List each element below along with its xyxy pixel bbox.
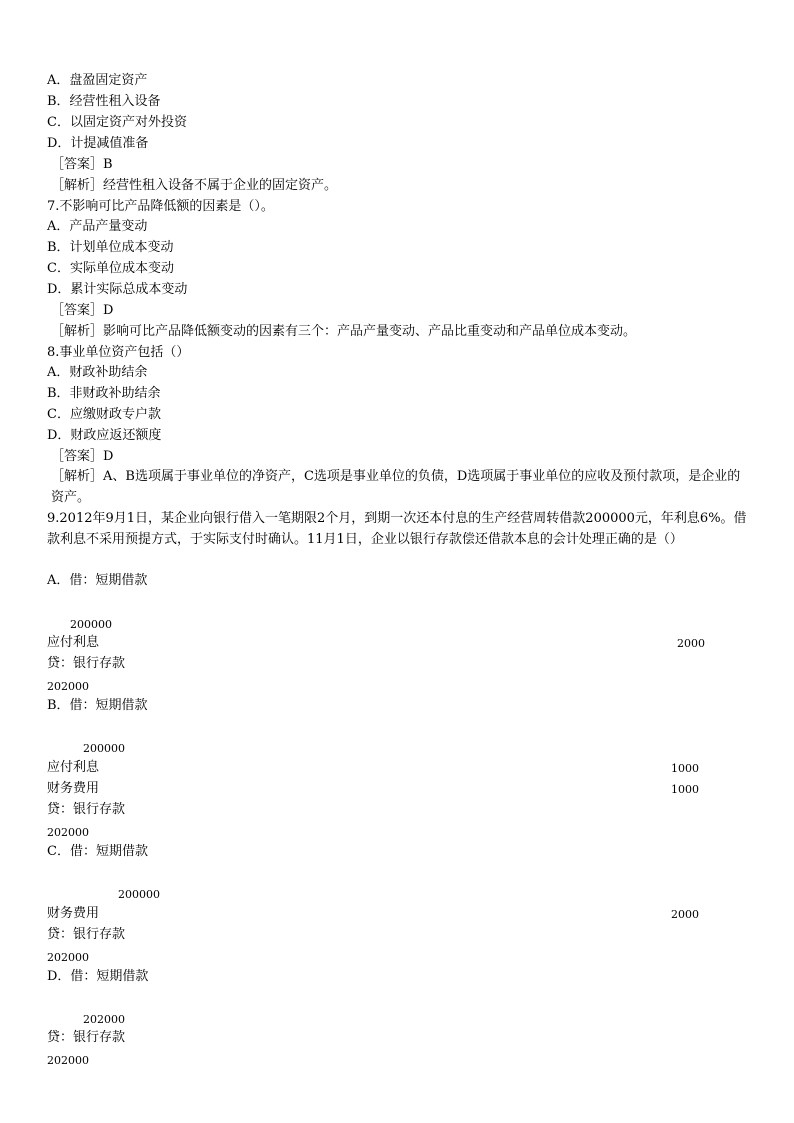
- q7-option-b: B．计划单位成本变动: [47, 240, 174, 255]
- q9-option-d-amount1: 202000: [83, 1013, 125, 1026]
- q6-answer: ［答案］B: [51, 157, 113, 172]
- q8-option-a: A．财政补助结余: [47, 365, 148, 380]
- q6-option-a: A．盘盈固定资产: [47, 73, 148, 88]
- q8-option-b: B．非财政补助结余: [47, 386, 161, 401]
- q9-option-a-credit: 贷：银行存款: [47, 656, 126, 671]
- q9-option-b-credit: 贷：银行存款: [47, 802, 126, 817]
- q7-option-d: D．累计实际总成本变动: [47, 282, 188, 297]
- q9-option-c-credit-amount: 202000: [47, 951, 89, 964]
- q9-option-b-line2: 应付利息: [47, 760, 100, 775]
- q9-option-c-head: C．借：短期借款: [47, 844, 148, 859]
- q8-option-d: D．财政应返还额度: [47, 428, 162, 443]
- q7-option-a: A．产品产量变动: [47, 219, 148, 234]
- q6-option-c: C．以固定资产对外投资: [47, 115, 187, 130]
- q8-option-c: C．应缴财政专户款: [47, 407, 161, 422]
- q9-option-a-line2: 应付利息: [47, 635, 100, 650]
- q7-option-c: C．实际单位成本变动: [47, 261, 174, 276]
- q9-option-b-amount1: 200000: [83, 742, 125, 755]
- q6-option-b: B．经营性租入设备: [47, 94, 161, 109]
- q7-analysis: ［解析］影响可比产品降低额变动的因素有三个：产品产量变动、产品比重变动和产品单位成本变动。: [51, 324, 637, 339]
- q9-option-b-amount2: 1000: [671, 762, 699, 775]
- q7-question: 7.不影响可比产品降低额的因素是（）。: [47, 199, 274, 214]
- q9-option-c-amount1: 200000: [118, 888, 160, 901]
- q9-option-c-line2: 财务费用: [47, 906, 100, 921]
- q9-option-d-credit-amount: 202000: [47, 1054, 89, 1067]
- q9-option-b-line3: 财务费用: [47, 781, 100, 796]
- q9-question: 9.2012年9月1日，某企业向银行借入一笔期限2个月，到期一次还本付息的生产经营周转借款200000元，年利息6%。借款利息不采用预提方式，于实际支付时确认。11月1日，企业以银行存款偿还借款本息的会计处理正确的是（）: [47, 511, 747, 547]
- q9-option-b-head: B．借：短期借款: [47, 698, 148, 713]
- q7-answer: ［答案］D: [51, 303, 114, 318]
- q6-analysis: ［解析］经营性租入设备不属于企业的固定资产。: [51, 178, 338, 193]
- q9-option-a-credit-amount: 202000: [47, 680, 89, 693]
- q9-option-b-credit-amount: 202000: [47, 826, 89, 839]
- q9-option-c-credit: 贷：银行存款: [47, 927, 126, 942]
- q9-option-a-head: A．借：短期借款: [47, 573, 148, 588]
- q9-option-b-amount3: 1000: [671, 783, 699, 796]
- q6-option-d: D．计提减值准备: [47, 136, 149, 151]
- q9-option-c-amount2: 2000: [671, 908, 699, 921]
- q8-answer: ［答案］D: [51, 449, 114, 464]
- q8-analysis: ［解析］A、B选项属于事业单位的净资产，C选项是事业单位的负债，D选项属于事业单位的应收及预付款项，是企业的资产。: [51, 469, 741, 505]
- q9-option-d-head: D．借：短期借款: [47, 969, 149, 984]
- q9-option-a-amount1: 200000: [70, 618, 112, 631]
- q9-option-d-credit: 贷：银行存款: [47, 1030, 126, 1045]
- q9-option-a-amount2: 2000: [677, 637, 705, 650]
- q8-question: 8.事业单位资产包括（）: [47, 345, 190, 360]
